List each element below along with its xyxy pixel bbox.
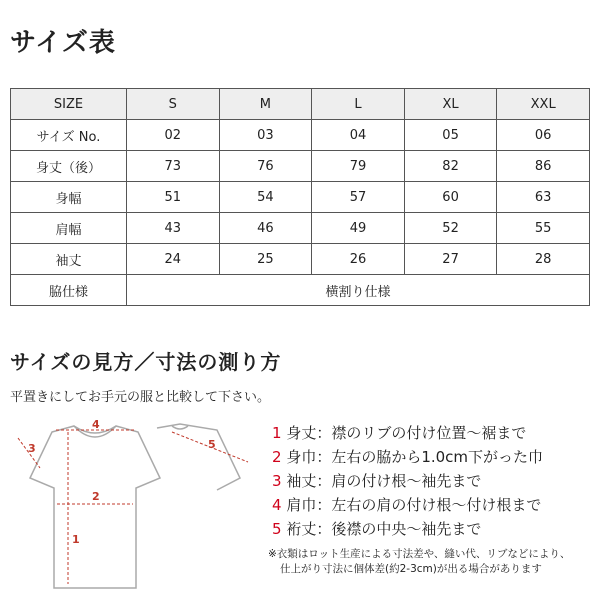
row-label: 肩幅 <box>11 213 127 244</box>
label-5: 5 <box>208 438 216 451</box>
item-number: 1 <box>272 424 282 442</box>
table-cell: 25 <box>219 244 312 275</box>
table-cell: 04 <box>312 120 405 151</box>
label-1: 1 <box>72 533 80 546</box>
item-number: 5 <box>272 520 282 538</box>
item-text: 肩巾：左右の肩の付け根～付け根まで <box>286 496 542 514</box>
note-line: 仕上がり寸法に個体差(約2-3cm)が出る場合があります <box>280 563 542 575</box>
table-cell: 73 <box>127 151 220 182</box>
row-label: 身丈（後） <box>11 151 127 182</box>
item-text: 袖丈：肩の付け根～袖先まで <box>286 472 482 490</box>
table-cell: 86 <box>497 151 590 182</box>
table-cell: 51 <box>127 182 220 213</box>
table-cell: 63 <box>497 182 590 213</box>
intro-text: 平置きにしてお手元の服と比較して下さい。 <box>10 390 271 405</box>
table-cell: 横割り仕様 <box>127 275 590 306</box>
table-cell: 03 <box>219 120 312 151</box>
table-row <box>11 213 590 244</box>
table-header-cell: M <box>219 89 312 120</box>
table-cell: 27 <box>404 244 497 275</box>
list-item <box>272 445 543 469</box>
table-header-cell: XXL <box>497 89 590 120</box>
table-cell: 26 <box>312 244 405 275</box>
table-cell: 49 <box>312 213 405 244</box>
table-cell: 55 <box>497 213 590 244</box>
table-cell: 76 <box>219 151 312 182</box>
note-text <box>268 547 570 577</box>
table-cell: 82 <box>404 151 497 182</box>
table-cell: 02 <box>127 120 220 151</box>
table-header-row <box>11 89 590 120</box>
table-cell: 05 <box>404 120 497 151</box>
tshirt-diagram <box>12 418 262 593</box>
shirt-back-outline <box>157 424 240 490</box>
table-cell: 57 <box>312 182 405 213</box>
page-title: サイズ表 <box>10 28 116 58</box>
table-cell: 54 <box>219 182 312 213</box>
table-cell: 06 <box>497 120 590 151</box>
back-collar-outline <box>172 426 188 429</box>
label-2: 2 <box>92 490 100 503</box>
row-label: サイズ No. <box>11 120 127 151</box>
table-cell: 43 <box>127 213 220 244</box>
table-cell: 28 <box>497 244 590 275</box>
table-header-cell: XL <box>404 89 497 120</box>
table-row <box>11 244 590 275</box>
row-label: 身幅 <box>11 182 127 213</box>
table-row <box>11 151 590 182</box>
table-header-cell: SIZE <box>11 89 127 120</box>
list-item <box>272 469 543 493</box>
measure-lines <box>18 430 248 584</box>
list-item <box>272 517 543 541</box>
measure-title: サイズの見方／寸法の測り方 <box>10 350 282 374</box>
shirt-front-outline <box>30 426 160 588</box>
item-text: 身巾：左右の脇から1.0cm下がった巾 <box>286 448 544 466</box>
measurement-list <box>272 421 543 541</box>
table-header-cell: L <box>312 89 405 120</box>
table-cell: 24 <box>127 244 220 275</box>
list-item <box>272 421 543 445</box>
table-cell: 79 <box>312 151 405 182</box>
table-cell: 46 <box>219 213 312 244</box>
item-text: 身丈：襟のリブの付け位置～裾まで <box>286 424 527 442</box>
table-cell: 60 <box>404 182 497 213</box>
label-4: 4 <box>92 418 100 431</box>
list-item <box>272 493 543 517</box>
item-text: 裄丈：後襟の中央～袖先まで <box>286 520 482 538</box>
item-number: 2 <box>272 448 282 466</box>
item-number: 3 <box>272 472 282 490</box>
table-cell: 52 <box>404 213 497 244</box>
table-header-cell: S <box>127 89 220 120</box>
table-row <box>11 120 590 151</box>
note-line: ※衣類はロット生産による寸法差や、縫い代、リブなどにより、 <box>268 548 571 560</box>
item-number: 4 <box>272 496 282 514</box>
size-table <box>10 88 590 306</box>
table-row <box>11 182 590 213</box>
table-row <box>11 275 590 306</box>
label-3: 3 <box>28 442 36 455</box>
row-label: 袖丈 <box>11 244 127 275</box>
row-label: 脇仕様 <box>11 275 127 306</box>
